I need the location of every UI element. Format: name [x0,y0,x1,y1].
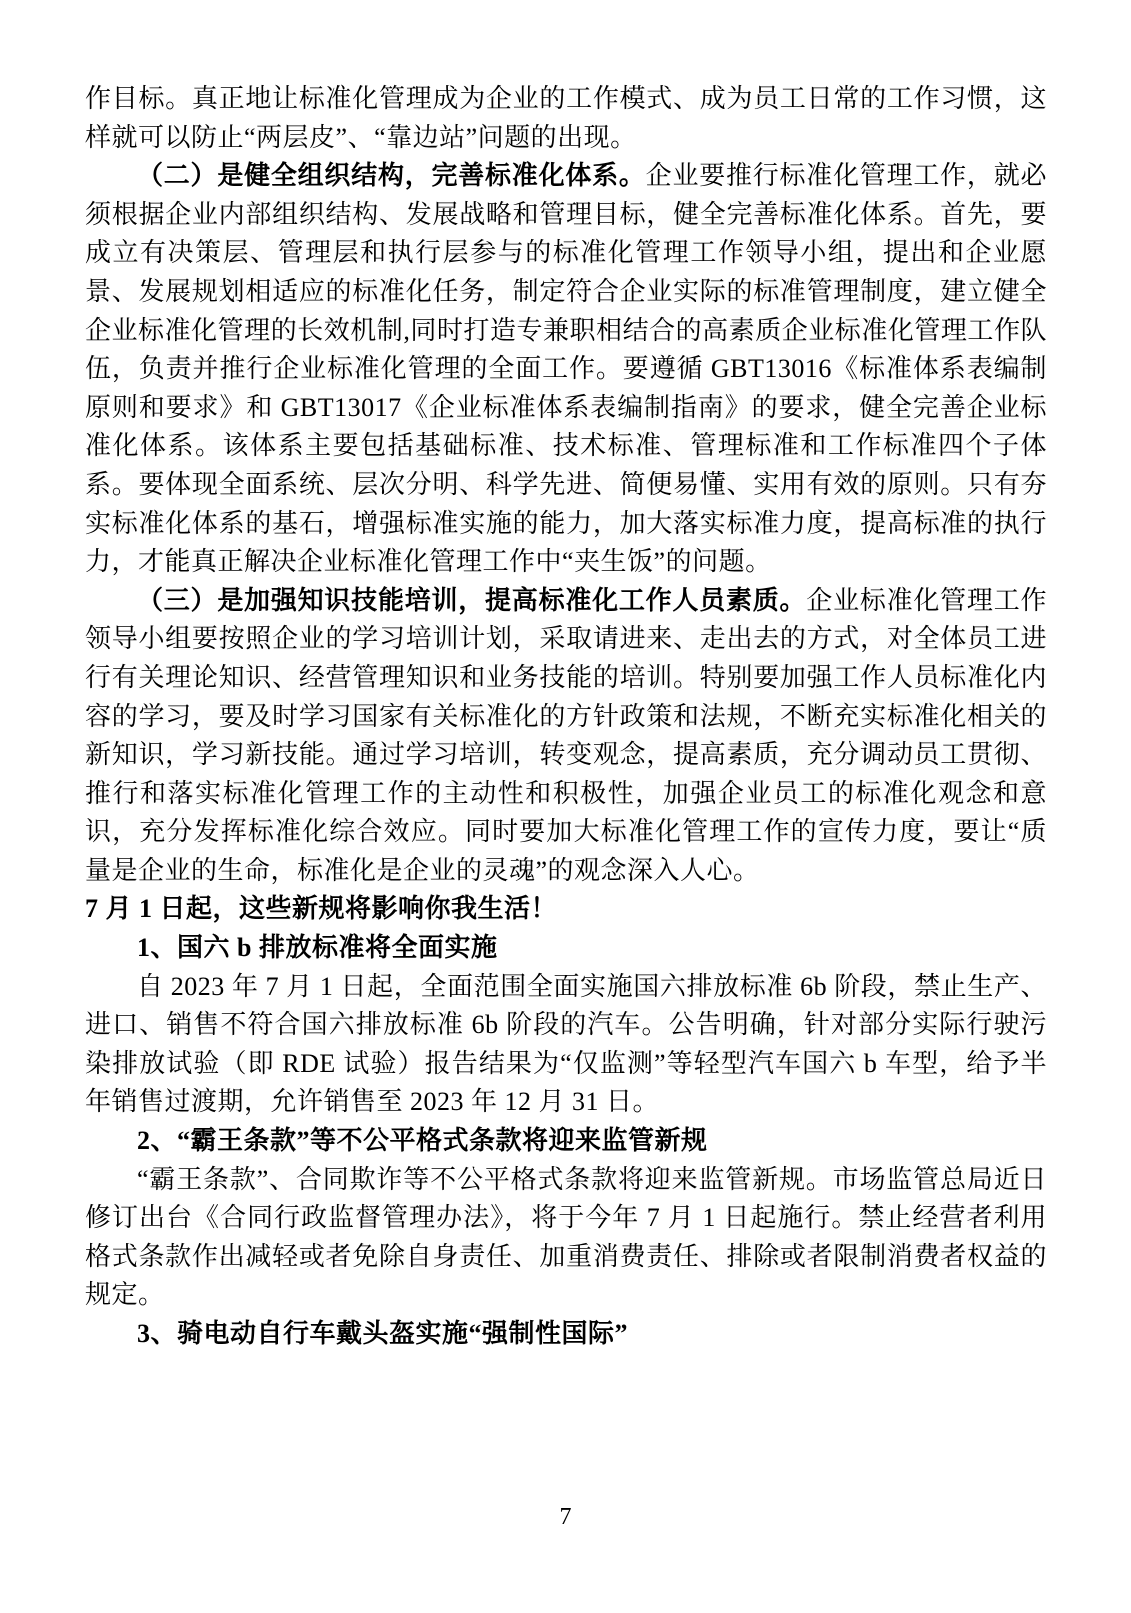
paragraph-training-text: 企业标准化管理工作领导小组要按照企业的学习培训计划，采取请进来、走出去的方式，对全体员工进行有关理论知识、经营管理知识和业务技能的培训。特别要加强工作人员标准化内容的学习，要及时学习国家有关标准化的方针政策和法规，不断充实标准化相关的新知识，学习新技能。通过学习培训，转变观念，提高素质，充分调动员工贯彻、推行和落实标准化管理工作的主动性和积极性，加强企业员工的标准化观念和意识，充分发挥标准化综合效应。同时要加大标准化管理工作的宣传力度，要让“质量是企业的生命，标准化是企业的灵魂”的观念深入人心。 [85,585,1047,885]
rule-item-2-heading: 2、“霸王条款”等不公平格式条款将迎来监管新规 [137,1126,708,1156]
paragraph-org-structure [85,157,1047,582]
rule-item-1-heading: 1、国六 b 排放标准将全面实施 [137,933,498,963]
article-title: 7 月 1 日起，这些新规将影响你我生活！ [85,894,558,924]
rule-item-3-heading: 3、骑电动自行车戴头盔实施“强制性国际” [137,1319,629,1348]
paragraph-org-structure-lead: （二）是健全组织结构，完善标准化体系。 [137,161,646,191]
paragraph-org-structure-text: 企业要推行标准化管理工作，就必须根据企业内部组织结构、发展战略和管理目标，健全完善标准化体系。首先，要成立有决策层、管理层和执行层参与的标准化管理工作领导小组，提出和企业愿景、发展规划相适应的标准化任务，制定符合企业实际的标准管理制度，建立健全企业标准化管理的长效机制,同时打造专兼职相结合的高素质企业标准化管理工作队伍，负责并推行企业标准化管理的全面工作。要遵循 GBT13016《标准体系表编制原则和要求》和 GBT13017《企业标准体系表编制指南》的要求，健全完善企业标准化体系。该体系主要包括基础标准、技术标准、管理标准和工作标准四个子体系。要体现全面系统、层次分明、科学先进、简便易懂、实用有效的原则。只有夯实标准化体系的基石，增强标准实施的能力，加大落实标准力度，提高标准的执行力，才能真正解决企业标准化管理工作中“夹生饭”的问题。 [85,161,1047,577]
paragraph-training [85,582,1047,891]
paragraph-continuation: 作目标。真正地让标准化管理成为企业的工作模式、成为员工日常的工作习惯，这样就可以防止“两层皮”、“靠边站”问题的出现。 [85,84,1047,152]
rule-item-2-body: “霸王条款”、合同欺诈等不公平格式条款将迎来监管新规。市场监管总局近日修订出台《合同行政监督管理办法》，将于今年 7 月 1 日起施行。禁止经营者利用格式条款作出减轻或者免除自身责任、加重消费责任、排除或者限制消费者权益的规定。 [85,1164,1047,1310]
paragraph-training-lead: （三）是加强知识技能培训，提高标准化工作人员素质。 [137,585,807,615]
page-number: 7 [559,1504,572,1530]
document-body [85,80,1047,1354]
rule-item-1-body: 自 2023 年 7 月 1 日起，全面范围全面实施国六排放标准 6b 阶段，禁止生产、进口、销售不符合国六排放标准 6b 阶段的汽车。公告明确，针对部分实际行驶污染排放试验（即 RDE 试验）报告结果为“仅监测”等轻型汽车国六 b 车型，给予半年销售过渡期，允许销售至 2023 年 12 月 31 日。 [85,971,1047,1117]
